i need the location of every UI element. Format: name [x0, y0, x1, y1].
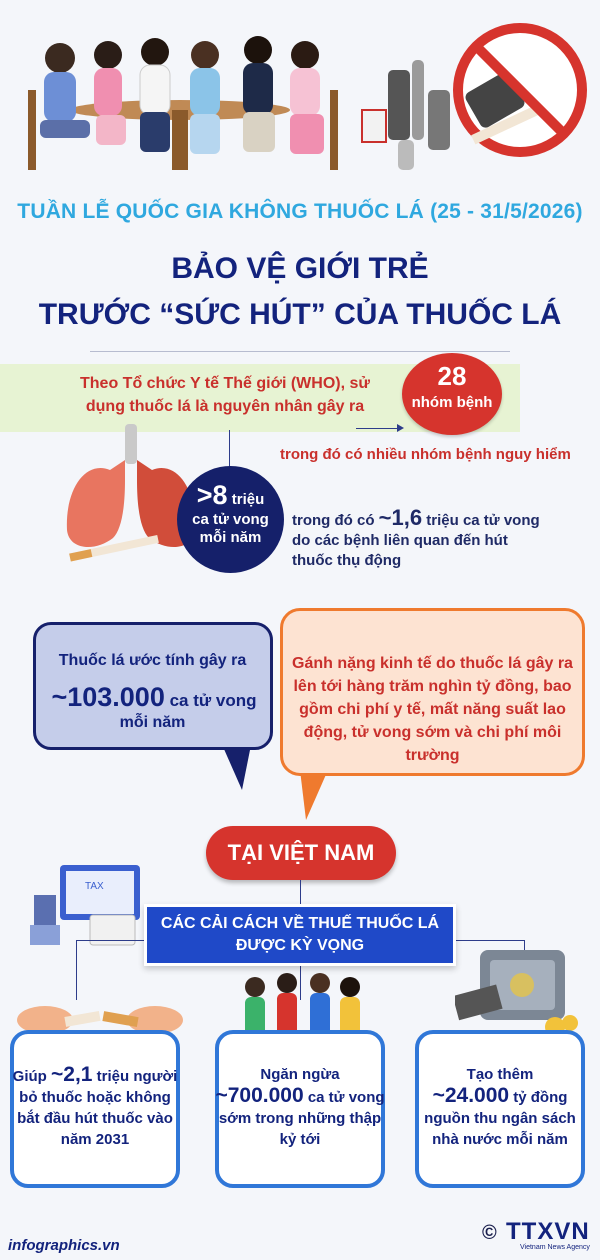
vn-deaths-unit: ca tử vong — [169, 691, 257, 710]
svg-text:TAX: TAX — [85, 881, 104, 892]
copyright-icon: © — [482, 1222, 497, 1244]
week-title: TUẦN LỄ QUỐC GIA KHÔNG THUỐC LÁ (25 - 31/5/2026) — [17, 200, 583, 223]
tax-reform-box: CÁC CẢI CÁCH VỀ THUẾ THUỐC LÁ ĐƯỢC KỲ VỌNG — [144, 904, 456, 966]
connector-line — [300, 880, 301, 904]
deaths-badge — [177, 466, 284, 573]
safe-money-illustration — [455, 945, 585, 1040]
who-statement: Theo Tổ chức Y tế Thế giới (WHO), sử dụng thuốc lá là nguyên nhân gây ra — [80, 375, 370, 415]
passive-post: triệu ca tử vong do các bệnh liên quan đến hút thuốc thụ động — [292, 512, 540, 569]
deaths-line3: mỗi năm — [199, 529, 262, 546]
card3-pre: Tạo thêm — [466, 1066, 534, 1083]
card-prevent-deaths-text — [215, 1064, 385, 1150]
vn-deaths-line2 — [42, 682, 266, 713]
economic-burden-text: Gánh nặng kinh tế do thuốc lá gây ra lên tới hàng trăm nghìn tỷ đồng, bao gồm chi phí y tế, mất năng suất lao động, tử vong sớm và chi phí môi trường — [292, 655, 573, 764]
arrow-right — [356, 428, 402, 429]
card3-number: ~24.000 — [432, 1084, 510, 1107]
agency-logo: TTXVN — [506, 1218, 590, 1245]
footer-site-link[interactable]: infographics.vn — [8, 1237, 120, 1254]
card1-number: ~2,1 — [51, 1063, 93, 1086]
deaths-prefix: > — [196, 480, 213, 510]
card-budget-revenue-text — [415, 1064, 585, 1150]
passive-smoking-text — [292, 505, 542, 571]
deaths-unit: triệu — [231, 491, 265, 508]
card-quit-smoking-text — [10, 1064, 180, 1150]
deaths-number: 8 — [212, 480, 228, 510]
passive-number: ~1,6 — [378, 505, 423, 530]
bubble-right-tail — [300, 770, 328, 820]
card2-pre: Ngăn ngừa — [260, 1066, 340, 1083]
disease-count: 28 — [437, 361, 467, 391]
youth-smoking-illustration — [0, 0, 600, 190]
disease-label: nhóm bệnh — [411, 394, 493, 411]
card1-pre: Giúp — [12, 1068, 47, 1085]
dangerous-note: trong đó có nhiều nhóm bệnh nguy hiểm — [280, 446, 571, 463]
card3-post: tỷ đồng nguồn thu ngân sách nhà nước mỗi năm — [424, 1089, 576, 1148]
card2-number: ~700.000 — [215, 1084, 304, 1107]
main-title-line2: TRƯỚC “SỨC HÚT” CỦA THUỐC LÁ — [38, 298, 562, 331]
divider — [90, 351, 510, 352]
disease-count-badge — [402, 353, 502, 435]
vn-deaths-number: ~103.000 — [51, 682, 165, 712]
agency-subtitle: Vietnam News Agency — [520, 1244, 590, 1251]
card1-post: triệu người bỏ thuốc hoặc không bắt đầu hút thuốc vào năm 2031 — [17, 1068, 178, 1148]
vn-deaths-line3: mỗi năm — [119, 714, 186, 731]
passive-pre: trong đó có — [292, 512, 375, 529]
main-title-line1: BẢO VỆ GIỚI TRẺ — [171, 252, 429, 285]
vn-deaths-line1: Thuốc lá ước tính gây ra — [58, 652, 247, 669]
vietnam-pill: TẠI VIỆT NAM — [206, 826, 396, 880]
deaths-line2: ca tử vong — [192, 511, 269, 528]
card2-post: ca tử vong sớm trong những thập kỷ tới — [218, 1089, 385, 1148]
